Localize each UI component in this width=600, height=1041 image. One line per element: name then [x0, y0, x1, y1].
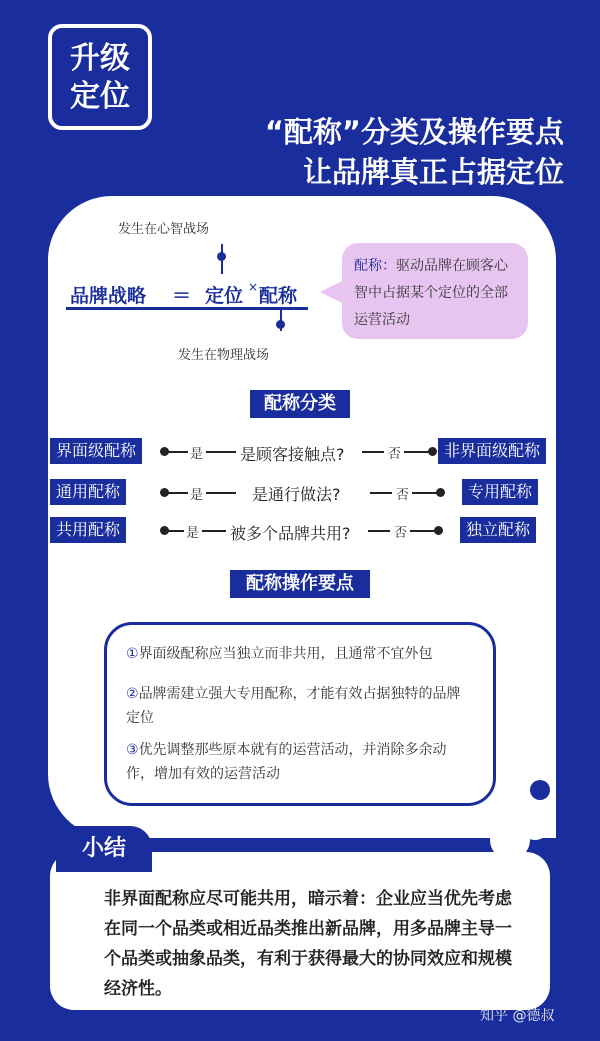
- row1-question: 是顾客接触点?: [240, 445, 345, 464]
- row2-no: 否: [396, 488, 410, 503]
- tip-3-number: ③: [126, 742, 139, 758]
- dedicated-fit-tag: 专用配称: [462, 479, 538, 505]
- tip-2-text: 品牌需建立强大专用配称，才能有效占据独特的品牌定位: [126, 686, 461, 726]
- row1-line: [206, 451, 236, 453]
- row3-question: 被多个品牌共用?: [230, 524, 351, 543]
- tip-1: [126, 642, 486, 666]
- fit-term: 配称: [259, 285, 298, 307]
- classification-heading: 配称分类: [250, 390, 350, 418]
- times-sign: ×: [248, 280, 259, 294]
- tip-1-number: ①: [126, 646, 139, 662]
- badge-line-2: 定位: [70, 79, 130, 114]
- operations-heading: 配称操作要点: [230, 570, 370, 598]
- shared-fit-tag: 共用配称: [50, 517, 126, 543]
- row1-line: [362, 451, 384, 453]
- independent-fit-tag: 独立配称: [460, 517, 536, 543]
- upgrade-position-badge: [48, 24, 152, 130]
- non-interface-fit-tag: 非界面级配称: [438, 438, 546, 464]
- equation-underline: [66, 307, 308, 310]
- definition-callout: [342, 243, 528, 339]
- mind-battlefield-note: 发生在心智战场: [118, 222, 210, 237]
- title-line-2: 让品牌真正占据定位: [302, 155, 564, 189]
- callout-label: 配称：: [354, 258, 396, 274]
- row3-dot-right: [434, 526, 443, 535]
- row3-yes: 是: [186, 526, 200, 541]
- badge-line-1: 升级: [70, 41, 130, 76]
- connector-dot-top: [217, 252, 226, 261]
- drip-gap: [530, 780, 550, 800]
- tip-1-text: 界面级配称应当独立而非共用，且通常不宜外包: [138, 646, 433, 662]
- drip-shape: [520, 800, 550, 840]
- summary-text: 非界面配称应尽可能共用，暗示着：企业应当优先考虑在同一个品类或相近品类推出新品牌，用多品牌主导一个品类或抽象品类，有利于获得最大的协同效应和规模经济性。: [104, 889, 512, 999]
- row3-line: [368, 530, 390, 532]
- callout-text: 驱动品牌在顾客心智中占据某个定位的全部运营活动: [354, 258, 508, 328]
- callout-tail: [320, 280, 344, 304]
- interface-fit-tag: 界面级配称: [50, 438, 142, 464]
- row2-question: 是通行做法?: [252, 485, 341, 504]
- tip-2-number: ②: [126, 686, 139, 702]
- general-fit-tag: 通用配称: [50, 479, 126, 505]
- row3-line: [164, 530, 184, 532]
- connector-dot-bottom: [276, 320, 285, 329]
- equals-sign: ＝: [172, 285, 192, 307]
- physical-battlefield-note: 发生在物理战场: [178, 348, 270, 363]
- row3-no: 否: [394, 526, 408, 541]
- tip-3: [126, 738, 471, 786]
- row2-line: [206, 492, 236, 494]
- row2-yes: 是: [190, 488, 204, 503]
- tip-3-text: 优先调整那些原本就有的运营活动，并消除多余动作，增加有效的运营活动: [126, 742, 447, 782]
- row3-line: [202, 530, 226, 532]
- positioning-term: 定位: [205, 285, 244, 307]
- title-line-1: “配称”分类及操作要点: [264, 115, 564, 149]
- row1-no: 否: [388, 447, 402, 462]
- row1-line: [164, 451, 188, 453]
- tip-2: [126, 682, 471, 730]
- watermark: 知乎 @德叔: [480, 1008, 555, 1024]
- summary-tab: 小结: [56, 826, 152, 872]
- row1-yes: 是: [190, 447, 204, 462]
- brand-strategy-term: 品牌战略: [70, 285, 147, 307]
- row2-line: [164, 492, 188, 494]
- row1-dot-right: [428, 447, 437, 456]
- row2-dot-right: [436, 488, 445, 497]
- row2-line: [370, 492, 392, 494]
